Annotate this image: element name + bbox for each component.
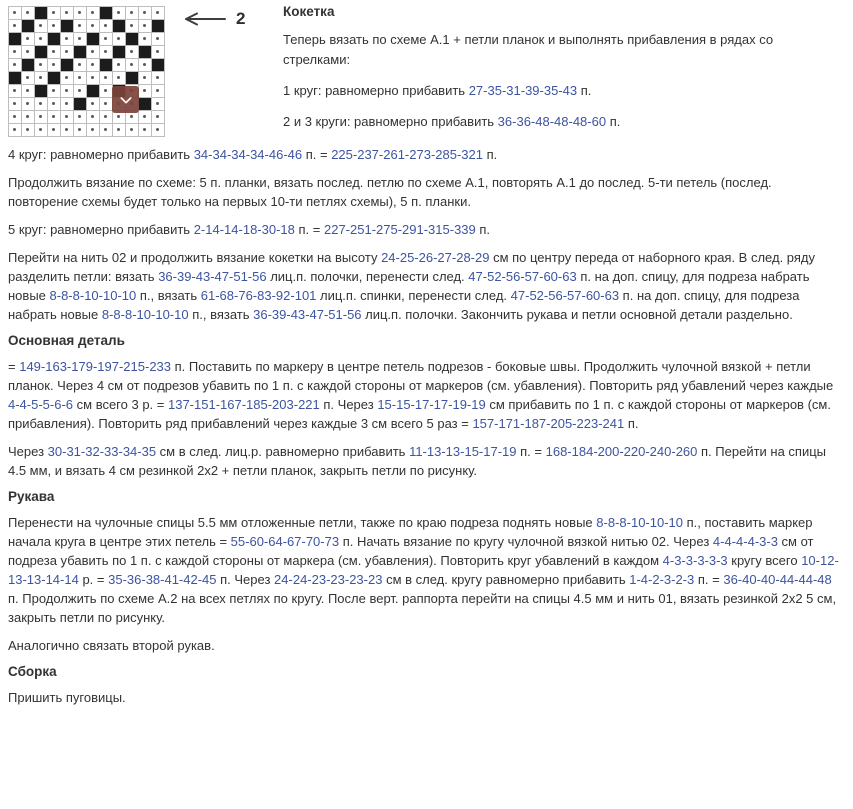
yoke-block [0, 2, 853, 143]
chart-cell-purl [152, 85, 164, 97]
chevron-down-icon [118, 92, 134, 108]
yoke-round1-paragraph: 1 круг: равномерно прибавить 27-35-31-39-35-43 п. [283, 83, 592, 98]
chart-cell-purl [9, 85, 21, 97]
chart-cell-knit [61, 20, 73, 32]
chart-cell-purl [113, 124, 125, 136]
chart-cell-knit [48, 72, 60, 84]
chart-cell-purl [87, 7, 99, 19]
chart-cell-knit [22, 59, 34, 71]
chart-cell-purl [100, 124, 112, 136]
chart-cell-purl [61, 72, 73, 84]
chart-cell-knit [113, 20, 125, 32]
chart-cell-knit [87, 85, 99, 97]
chart-cell-purl [87, 72, 99, 84]
chart-cell-purl [61, 46, 73, 58]
chart-cell-purl [126, 46, 138, 58]
chart-cell-knit [100, 59, 112, 71]
chart-cell-purl [74, 59, 86, 71]
yoke-round4-paragraph: 4 круг: равномерно прибавить 34-34-34-34-46-46 п. = 225-237-261-273-285-321 п. [8, 147, 498, 162]
sleeves-paragraph-1: Перенести на чулочные спицы 5.5 мм отложенные петли, также по краю подреза поднять новые 8-8-8-10-10-10 п., поставить маркер начала круга в центре этих петель = 55-60-64-67-70-73 п. Начать вязание по кругу чулочной вязкой нитью 02. Через 4-4-4-4-3-3 см от подреза убавить по 1 п. с каждой стороны от маркера (см. убавления). Повторить круг убавлений в каждом 4-3-3-3-3-3 кругу всего 10-12-13-13-14-14 р. = 35-36-38-41-42-45 п. Через 24-24-23-23-23-23 см в след. кругу равномерно прибавить 1-4-2-3-2-3 п. = 36-40-40-44-44-48 п. Продолжить по схеме А.2 на всех петлях по кругу. После верт. раппорта перейти на спицы 4.5 мм и нить 01, вязать резинкой 2х2 5 см, закрыть петли по рисунку. [8, 515, 839, 625]
chart-cell-knit [74, 46, 86, 58]
chart-cell-purl [9, 7, 21, 19]
chart-cell-purl [100, 46, 112, 58]
chart-cell-purl [87, 46, 99, 58]
yoke-divide-paragraph: Перейти на нить 02 и продолжить вязание кокетки на высоту 24-25-26-27-28-29 см по центру переда от наборного края. В след. ряду разделить петли: вязать 36-39-43-47-51-56 лиц.п. полочки, перенести след. 47-52-56-57-60-63 п. на доп. спицу, для подреза набрать новые 8-8-8-10-10-10 п., вязать 61-68-76-83-92-101 лиц.п. спинки, перенести след. 47-52-56-57-60-63 п. на доп. спицу, для подреза набрать новые 8-8-8-10-10-10 п., вязать 36-39-43-47-51-56 лиц.п. полочки. Закончить рукава и петли основной детали раздельно. [8, 250, 816, 322]
chart-cell-purl [113, 59, 125, 71]
chart-cell-purl [74, 85, 86, 97]
chart-cell-knit [139, 46, 151, 58]
heading-main-piece: Основная деталь [8, 333, 125, 348]
chart-cell-purl [139, 85, 151, 97]
chart-cell-purl [48, 98, 60, 110]
chart-cell-purl [9, 111, 21, 123]
chart-cell-purl [9, 98, 21, 110]
pattern-body [0, 145, 853, 707]
chart-cell-purl [48, 85, 60, 97]
chart-cell-purl [22, 124, 34, 136]
chart-expand-button[interactable] [112, 86, 139, 113]
chart-cell-purl [113, 72, 125, 84]
chart-cell-knit [9, 33, 21, 45]
chart-cell-purl [139, 124, 151, 136]
assembly-paragraph: Пришить пуговицы. [8, 690, 126, 705]
chart-cell-knit [126, 72, 138, 84]
chart-cell-knit [87, 33, 99, 45]
chart-cell-purl [61, 124, 73, 136]
chart-cell-purl [22, 33, 34, 45]
row-direction-annotation [181, 10, 245, 28]
chart-cell-purl [48, 46, 60, 58]
chart-cell-purl [87, 59, 99, 71]
yoke-text-column [283, 2, 853, 143]
chart-cell-purl [126, 59, 138, 71]
chart-cell-purl [113, 33, 125, 45]
chart-cell-purl [74, 7, 86, 19]
chart-cell-purl [139, 111, 151, 123]
chart-cell-purl [139, 72, 151, 84]
chart-cell-knit [22, 20, 34, 32]
chart-cell-purl [100, 20, 112, 32]
chart-cell-purl [35, 59, 47, 71]
chart-cell-purl [74, 111, 86, 123]
yoke-round5-paragraph: 5 круг: равномерно прибавить 2-14-14-18-30-18 п. = 227-251-275-291-315-339 п. [8, 222, 491, 237]
heading-sleeves: Рукава [8, 489, 55, 504]
chart-cell-purl [100, 72, 112, 84]
chart-cell-knit [74, 98, 86, 110]
chart-cell-purl [22, 85, 34, 97]
chart-cell-purl [74, 72, 86, 84]
chart-cell-purl [100, 33, 112, 45]
chart-cell-purl [35, 33, 47, 45]
chart-cell-knit [113, 46, 125, 58]
left-arrow-icon [181, 10, 227, 28]
chart-cell-purl [87, 20, 99, 32]
chart-cell-purl [100, 111, 112, 123]
chart-cell-purl [48, 111, 60, 123]
chart-cell-purl [22, 72, 34, 84]
chart-cell-purl [139, 59, 151, 71]
chart-cell-purl [152, 33, 164, 45]
chart-cell-purl [35, 124, 47, 136]
chart-cell-purl [9, 20, 21, 32]
yoke-intro-paragraph: Теперь вязать по схеме А.1 + петли планок и выполнять прибавления в рядах со стрелками: [283, 32, 774, 67]
chart-cell-purl [139, 33, 151, 45]
chart-cell-purl [35, 111, 47, 123]
chart-cell-purl [152, 46, 164, 58]
chart-cell-purl [22, 111, 34, 123]
chart-cell-purl [61, 98, 73, 110]
chart-cell-purl [100, 98, 112, 110]
chart-cell-purl [61, 111, 73, 123]
chart-cell-purl [126, 20, 138, 32]
main-piece-paragraph-2: Через 30-31-32-33-34-35 см в след. лиц.р. равномерно прибавить 11-13-13-15-17-19 п. = 168-184-200-220-240-260 п. Перейти на спицы 4.5 мм, и вязать 4 см резинкой 2х2 + петли планок, закрыть петли по рисунку. [8, 444, 827, 478]
chart-cell-purl [139, 20, 151, 32]
chart-cell-knit [139, 98, 151, 110]
chart-cell-knit [9, 72, 21, 84]
chart-cell-knit [35, 46, 47, 58]
chart-cell-purl [48, 20, 60, 32]
chart-cell-purl [9, 124, 21, 136]
chart-cell-knit [126, 33, 138, 45]
main-piece-paragraph-1: = 149-163-179-197-215-233 п. Поставить по маркеру в центре петель подрезов - боковые швы. Продолжить чулочной вязкой + петли планок. Через 4 см от подрезов убавить по 1 п. с каждой стороны от маркеров (см. убавления). Повторить ряд убавлений через каждые 4-4-5-5-6-6 см всего 3 р. = 137-151-167-185-203-221 п. Через 15-15-17-17-19-19 см прибавить по 1 п. с каждой стороны от маркеров (см. прибавления). Повторить ряд прибавлений через каждые 3 см всего 5 раз = 157-171-187-205-223-241 п. [8, 359, 834, 431]
chart-cell-purl [152, 98, 164, 110]
chart-cell-purl [87, 124, 99, 136]
chart-cell-purl [48, 59, 60, 71]
chart-cell-knit [152, 59, 164, 71]
chart-cell-purl [48, 7, 60, 19]
chart-cell-purl [152, 72, 164, 84]
chart-area [0, 2, 283, 143]
chart-cell-purl [126, 124, 138, 136]
chart-cell-purl [152, 124, 164, 136]
chart-cell-purl [87, 98, 99, 110]
chart-cell-knit [100, 7, 112, 19]
chart-cell-purl [61, 33, 73, 45]
chart-cell-purl [9, 46, 21, 58]
chart-cell-knit [61, 59, 73, 71]
chart-cell-purl [61, 7, 73, 19]
knitting-chart-grid [8, 6, 165, 137]
chart-cell-knit [152, 20, 164, 32]
chart-cell-purl [35, 98, 47, 110]
yoke-rounds23-paragraph: 2 и 3 круги: равномерно прибавить 36-36-48-48-48-60 п. [283, 114, 621, 129]
chart-cell-purl [139, 7, 151, 19]
chart-cell-purl [100, 85, 112, 97]
sleeves-paragraph-2: Аналогично связать второй рукав. [8, 638, 215, 653]
heading-assembly: Сборка [8, 664, 57, 679]
chart-cell-purl [22, 7, 34, 19]
row-number-label: 2 [236, 9, 246, 28]
chart-cell-knit [35, 85, 47, 97]
chart-cell-purl [9, 59, 21, 71]
chart-cell-purl [152, 7, 164, 19]
chart-cell-purl [113, 7, 125, 19]
yoke-scheme-paragraph: Продолжить вязание по схеме: 5 п. планки, вязать послед. петлю по схеме А.1, повторять А.1 до послед. 5-ти петель (послед. повторение схемы будет только на первых 10-ти петлях схемы), 5 п. планки. [8, 175, 772, 209]
chart-cell-purl [74, 124, 86, 136]
chart-cell-purl [61, 85, 73, 97]
chart-cell-purl [35, 20, 47, 32]
chart-cell-purl [126, 7, 138, 19]
chart-cell-purl [152, 111, 164, 123]
chart-cell-knit [48, 33, 60, 45]
chart-cell-purl [35, 72, 47, 84]
chart-cell-purl [74, 33, 86, 45]
chart-cell-purl [22, 98, 34, 110]
heading-yoke: Кокетка [283, 4, 335, 19]
chart-cell-purl [22, 46, 34, 58]
chart-cell-purl [48, 124, 60, 136]
chart-cell-knit [35, 7, 47, 19]
chart-cell-purl [74, 20, 86, 32]
chart-cell-purl [87, 111, 99, 123]
